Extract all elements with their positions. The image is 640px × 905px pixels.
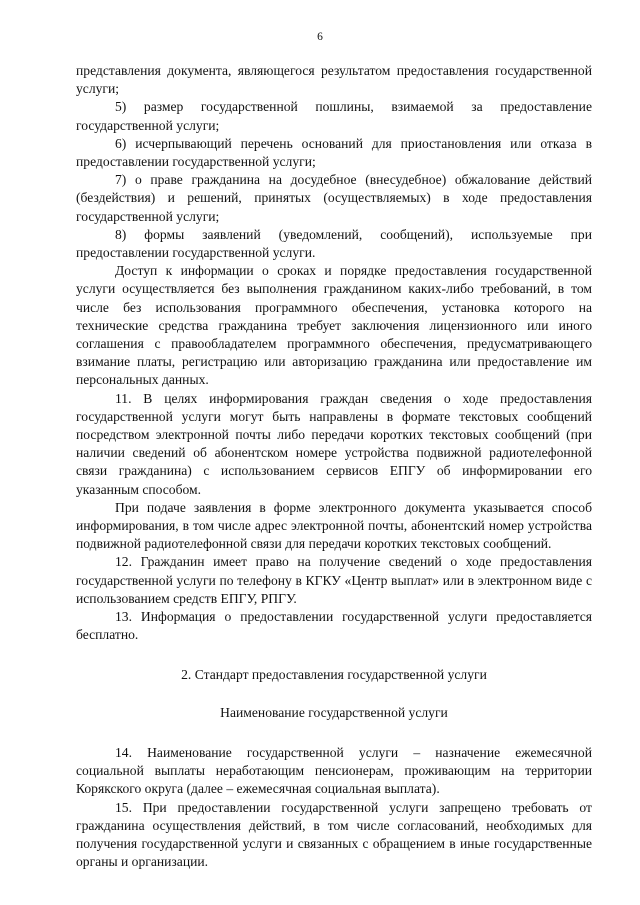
document-body xyxy=(76,62,592,871)
paragraph: 15. При предоставлении государственной услуги запрещено требовать от гражданина осуществления действий, в том числе согласований, необходимых для получения государственной услуги и связанных с обращением в иные государственные органы и организации. xyxy=(76,799,592,870)
subsection-heading: Наименование государственной услуги xyxy=(220,704,448,720)
paragraph: 12. Гражданин имеет право на получение сведений о ходе предоставления государственной услуги по телефону в КГКУ «Центр выплат» или в электронном виде с использованием средств ЕПГУ, РПГУ. xyxy=(76,554,592,606)
section-heading: 2. Стандарт предоставления государственной услуги xyxy=(181,666,487,682)
paragraph: 6) исчерпывающий перечень оснований для приостановления или отказа в предоставлении государственной услуги; xyxy=(76,135,592,170)
page-number: 6 xyxy=(317,31,323,43)
paragraph: 5) размер государственной пошлины, взимаемой за предоставление государственной услуги; xyxy=(76,99,592,133)
paragraph: Доступ к информации о сроках и порядке предоставления государственной услуги осуществляется без выполнения гражданином каких-либо требований, в том числе без использования программного обеспечения, установка которого на технические средства гражданина требует заключения лицензионного или иного соглашения с правообладателем программного обеспечения, предусматривающего взимание платы, регистрацию или авторизацию гражданина или предоставление им персональных данных. xyxy=(76,263,592,388)
paragraph: представления документа, являющегося результатом предоставления государственной услуги; xyxy=(76,63,592,97)
paragraph: 11. В целях информирования граждан сведения о ходе предоставления государственной услуги могут быть направлены в формате текстовых сообщений посредством электронной почты либо передачи коротких текстовых сообщений (при наличии сведений об абонентском номере устройства подвижной радиотелефонной связи гражданина) с использованием сервисов ЕПГУ об информировании его указанным способом. xyxy=(76,390,592,497)
top-paragraphs xyxy=(76,62,592,645)
paragraph: 13. Информация о предоставлении государственной услуги предоставляется бесплатно. xyxy=(76,609,592,643)
paragraph: 14. Наименование государственной услуги – назначение ежемесячной социальной выплаты неработающим пенсионерам, проживающим на территории Корякского округа (далее – ежемесячная социальная выплата). xyxy=(76,744,592,797)
bottom-paragraphs xyxy=(76,744,592,871)
paragraph: При подаче заявления в форме электронного документа указывается способ информирования, в том числе адрес электронной почты, абонентский номер устройства подвижной радиотелефонной связи для передачи коротких текстовых сообщений. xyxy=(76,499,592,552)
paragraph: 8) формы заявлений (уведомлений, сообщений), используемые при предоставлении государственной услуги. xyxy=(76,226,592,261)
paragraph: 7) о праве гражданина на досудебное (внесудебное) обжалование действий (бездействия) и решений, принятых (осуществляемых) в ходе предоставления государственной услуги; xyxy=(76,172,592,224)
